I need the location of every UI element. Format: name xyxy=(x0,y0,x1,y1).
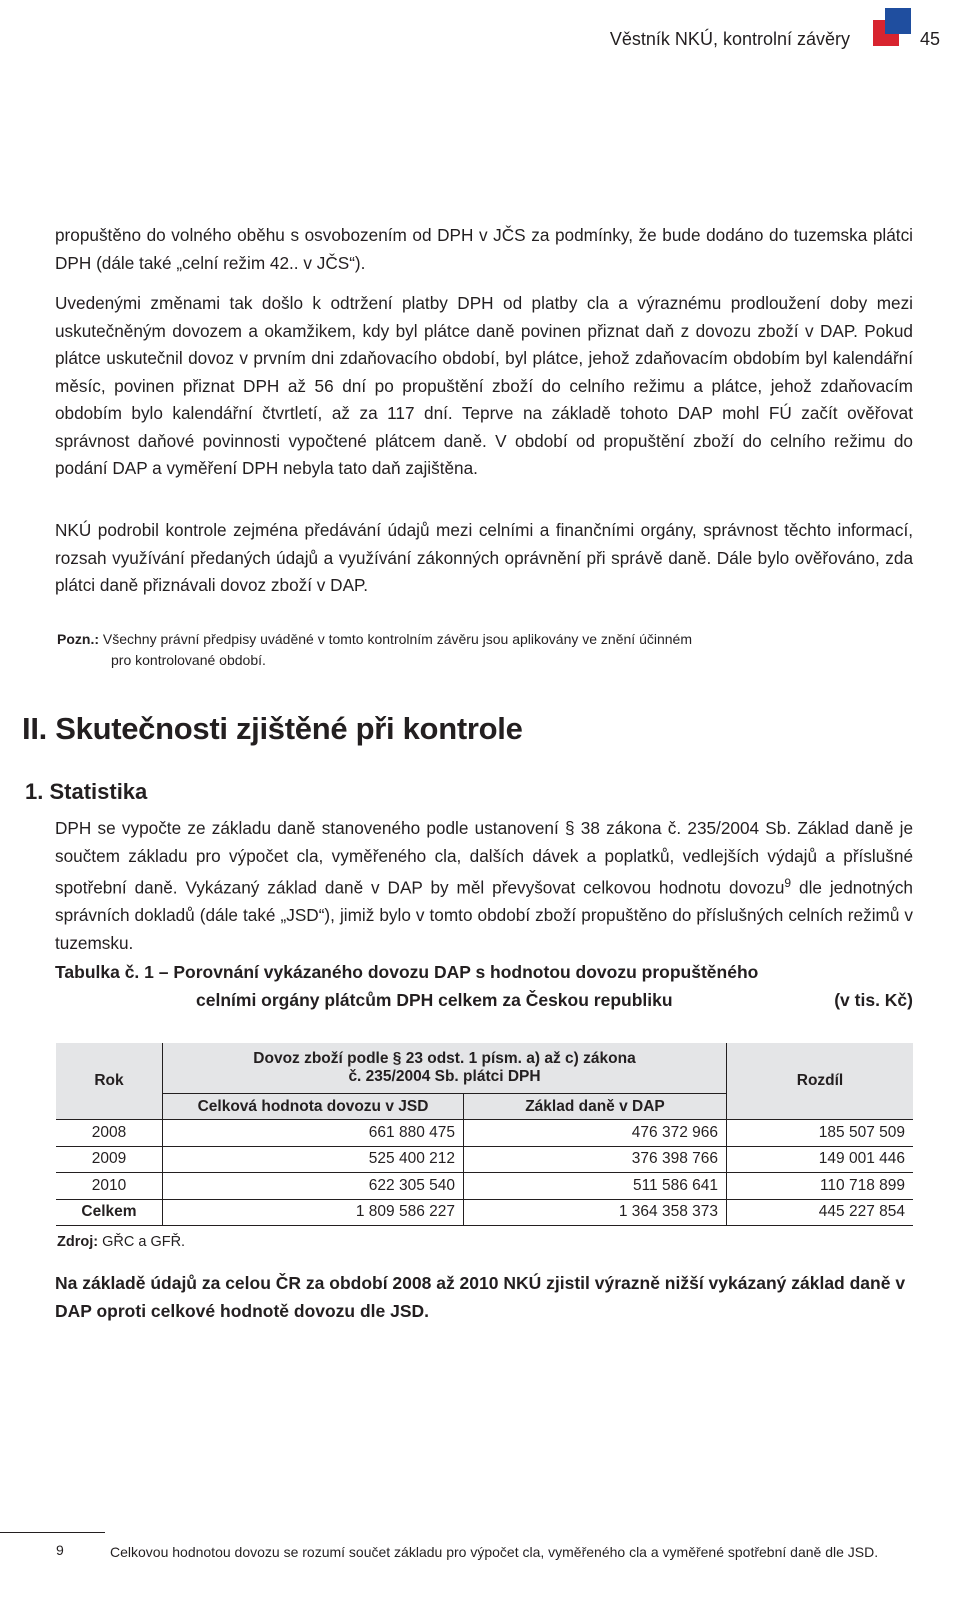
cell-diff-total: 445 227 854 xyxy=(727,1199,914,1226)
cell-dap: 476 372 966 xyxy=(464,1120,727,1147)
cell-year: 2010 xyxy=(56,1173,163,1200)
logo-blue-square xyxy=(885,8,911,34)
header-year: Rok xyxy=(56,1043,163,1120)
note-text-line2: pro kontrolované období. xyxy=(111,652,266,668)
table-unit: (v tis. Kč) xyxy=(834,990,913,1010)
table-caption-line2: celními orgány plátcům DPH celkem za Českou republiku xyxy=(196,990,673,1010)
page-number: 45 xyxy=(919,29,940,49)
footnote-text: Celkovou hodnotou dovozu se rozumí součet základu pro výpočet cla, vyměřeného cla a vyměřené spotřební daně dle JSD. xyxy=(110,1544,879,1560)
cell-year: 2008 xyxy=(56,1120,163,1147)
paragraph-intro xyxy=(55,222,913,277)
paragraph-text: propuštěno do volného oběhu s osvobozením od DPH v JČS za podmínky, že bude dodáno do tuzemska plátci DPH (dále také „celní režim 42.. v JČS“). xyxy=(55,225,913,273)
paragraph-statistics xyxy=(55,815,913,957)
paragraph-audit-scope xyxy=(55,517,913,600)
cell-jsd: 622 305 540 xyxy=(163,1173,464,1200)
table-caption-line1: Tabulka č. 1 – Porovnání vykázaného dovozu DAP s hodnotou dovozu propuštěného xyxy=(55,962,759,982)
cell-diff: 110 718 899 xyxy=(727,1173,914,1200)
cell-jsd-total: 1 809 586 227 xyxy=(163,1199,464,1226)
table-row xyxy=(56,1173,913,1200)
note-label: Pozn.: xyxy=(57,631,99,647)
paragraph-text xyxy=(55,815,913,957)
header-jsd-value: Celková hodnota dovozu v JSD xyxy=(163,1094,464,1120)
header-group-line2: č. 235/2004 Sb. plátci DPH xyxy=(348,1068,541,1085)
footnote-number: 9 xyxy=(56,1542,64,1558)
table-source xyxy=(57,1234,185,1250)
nku-logo xyxy=(873,8,913,46)
cell-year: 2009 xyxy=(56,1146,163,1173)
header-dap-base: Základ daně v DAP xyxy=(464,1094,727,1120)
source-label: Zdroj: xyxy=(57,1234,99,1250)
header-group-line1: Dovoz zboží podle § 23 odst. 1 písm. a) až c) zákona xyxy=(253,1050,636,1067)
section-heading: II. Skutečnosti zjištěné při kontrole xyxy=(22,711,523,746)
table-caption-line2-wrap xyxy=(55,986,913,1014)
footnote-reference[interactable]: 9 xyxy=(784,876,792,890)
paragraph-vat-separation xyxy=(55,290,913,483)
table-caption xyxy=(55,958,913,1014)
cell-jsd: 661 880 475 xyxy=(163,1120,464,1147)
table-row xyxy=(56,1120,913,1147)
note-text-line1: Všechny právní předpisy uváděné v tomto kontrolním závěru jsou aplikovány ve znění účinném xyxy=(99,631,692,647)
header-difference: Rozdíl xyxy=(727,1043,914,1120)
cell-jsd: 525 400 212 xyxy=(163,1146,464,1173)
paragraph-text-part1: DPH se vypočte ze základu daně stanoveného podle ustanovení § 38 zákona č. 235/2004 Sb. Základ daně je součtem základu pro výpočet cla, vyměřeného cla, dalších dávek a poplatků, vedlejších výdajů a příslušné spotřební daně. Vykázaný základ daně v DAP by měl převyšovat celkovou hodnotu dovozu xyxy=(55,818,913,898)
source-text: GŘC a GFŘ. xyxy=(98,1234,186,1250)
legal-note xyxy=(57,629,837,671)
paragraph-text-part2: dle jednotných správních dokladů (dále také „JSD“), jimiž bylo v tomto období zboží propuštěno do příslušných celních režimů v tuzemsku. xyxy=(55,877,913,953)
cell-year-total: Celkem xyxy=(56,1199,163,1226)
table-row-total xyxy=(56,1199,913,1226)
conclusion-paragraph: Na základě údajů za celou ČR za období 2008 až 2010 NKÚ zjistil výrazně nižší vykázaný základ daně v DAP oproti celkové hodnotě dovozu dle JSD. xyxy=(55,1273,906,1321)
import-comparison-table xyxy=(56,1043,913,1226)
cell-dap: 376 398 766 xyxy=(464,1146,727,1173)
cell-dap: 511 586 641 xyxy=(464,1173,727,1200)
paragraph-text: Uvedenými změnami tak došlo k odtržení platby DPH od platby cla a výraznému prodloužení doby mezi uskutečněným dovozem a okamžikem, kdy byl plátce daně povinen přiznat daň z dovozu zboží v DAP. Pokud plátce uskutečnil dovoz v prvním dni zdaňovacího období, byl plátce, jehož zdaňovacím obdobím byl kalendářní měsíc, povinen přiznat DPH až 56 dní po propuštění zboží do celního režimu a plátce, jehož zdaňovacím obdobím bylo kalendářní čtvrtletí, až za 117 dní. Teprve na základě tohoto DAP mohl FÚ začít ověřovat správnost daňové povinnosti vypočtené plátcem daně. V období od propuštění zboží do celního režimu do podání DAP a vyměření DPH nebyla tato daň zajištěna. xyxy=(55,293,913,478)
cell-diff: 149 001 446 xyxy=(727,1146,914,1173)
header-group xyxy=(163,1043,727,1094)
cell-diff: 185 507 509 xyxy=(727,1120,914,1147)
table-row xyxy=(56,1146,913,1173)
cell-dap-total: 1 364 358 373 xyxy=(464,1199,727,1226)
footnote-divider xyxy=(0,1532,105,1533)
running-header-title: Věstník NKÚ, kontrolní závěry xyxy=(609,29,850,49)
paragraph-text: NKÚ podrobil kontrole zejména předávání údajů mezi celními a finančními orgány, správnost těchto informací, rozsah využívání předaných údajů a využívání zákonných oprávnění při správě daně. Dále bylo ověřováno, zda plátci daně přiznávali dovoz zboží v DAP. xyxy=(55,520,913,595)
subsection-heading: 1. Statistika xyxy=(25,779,148,804)
